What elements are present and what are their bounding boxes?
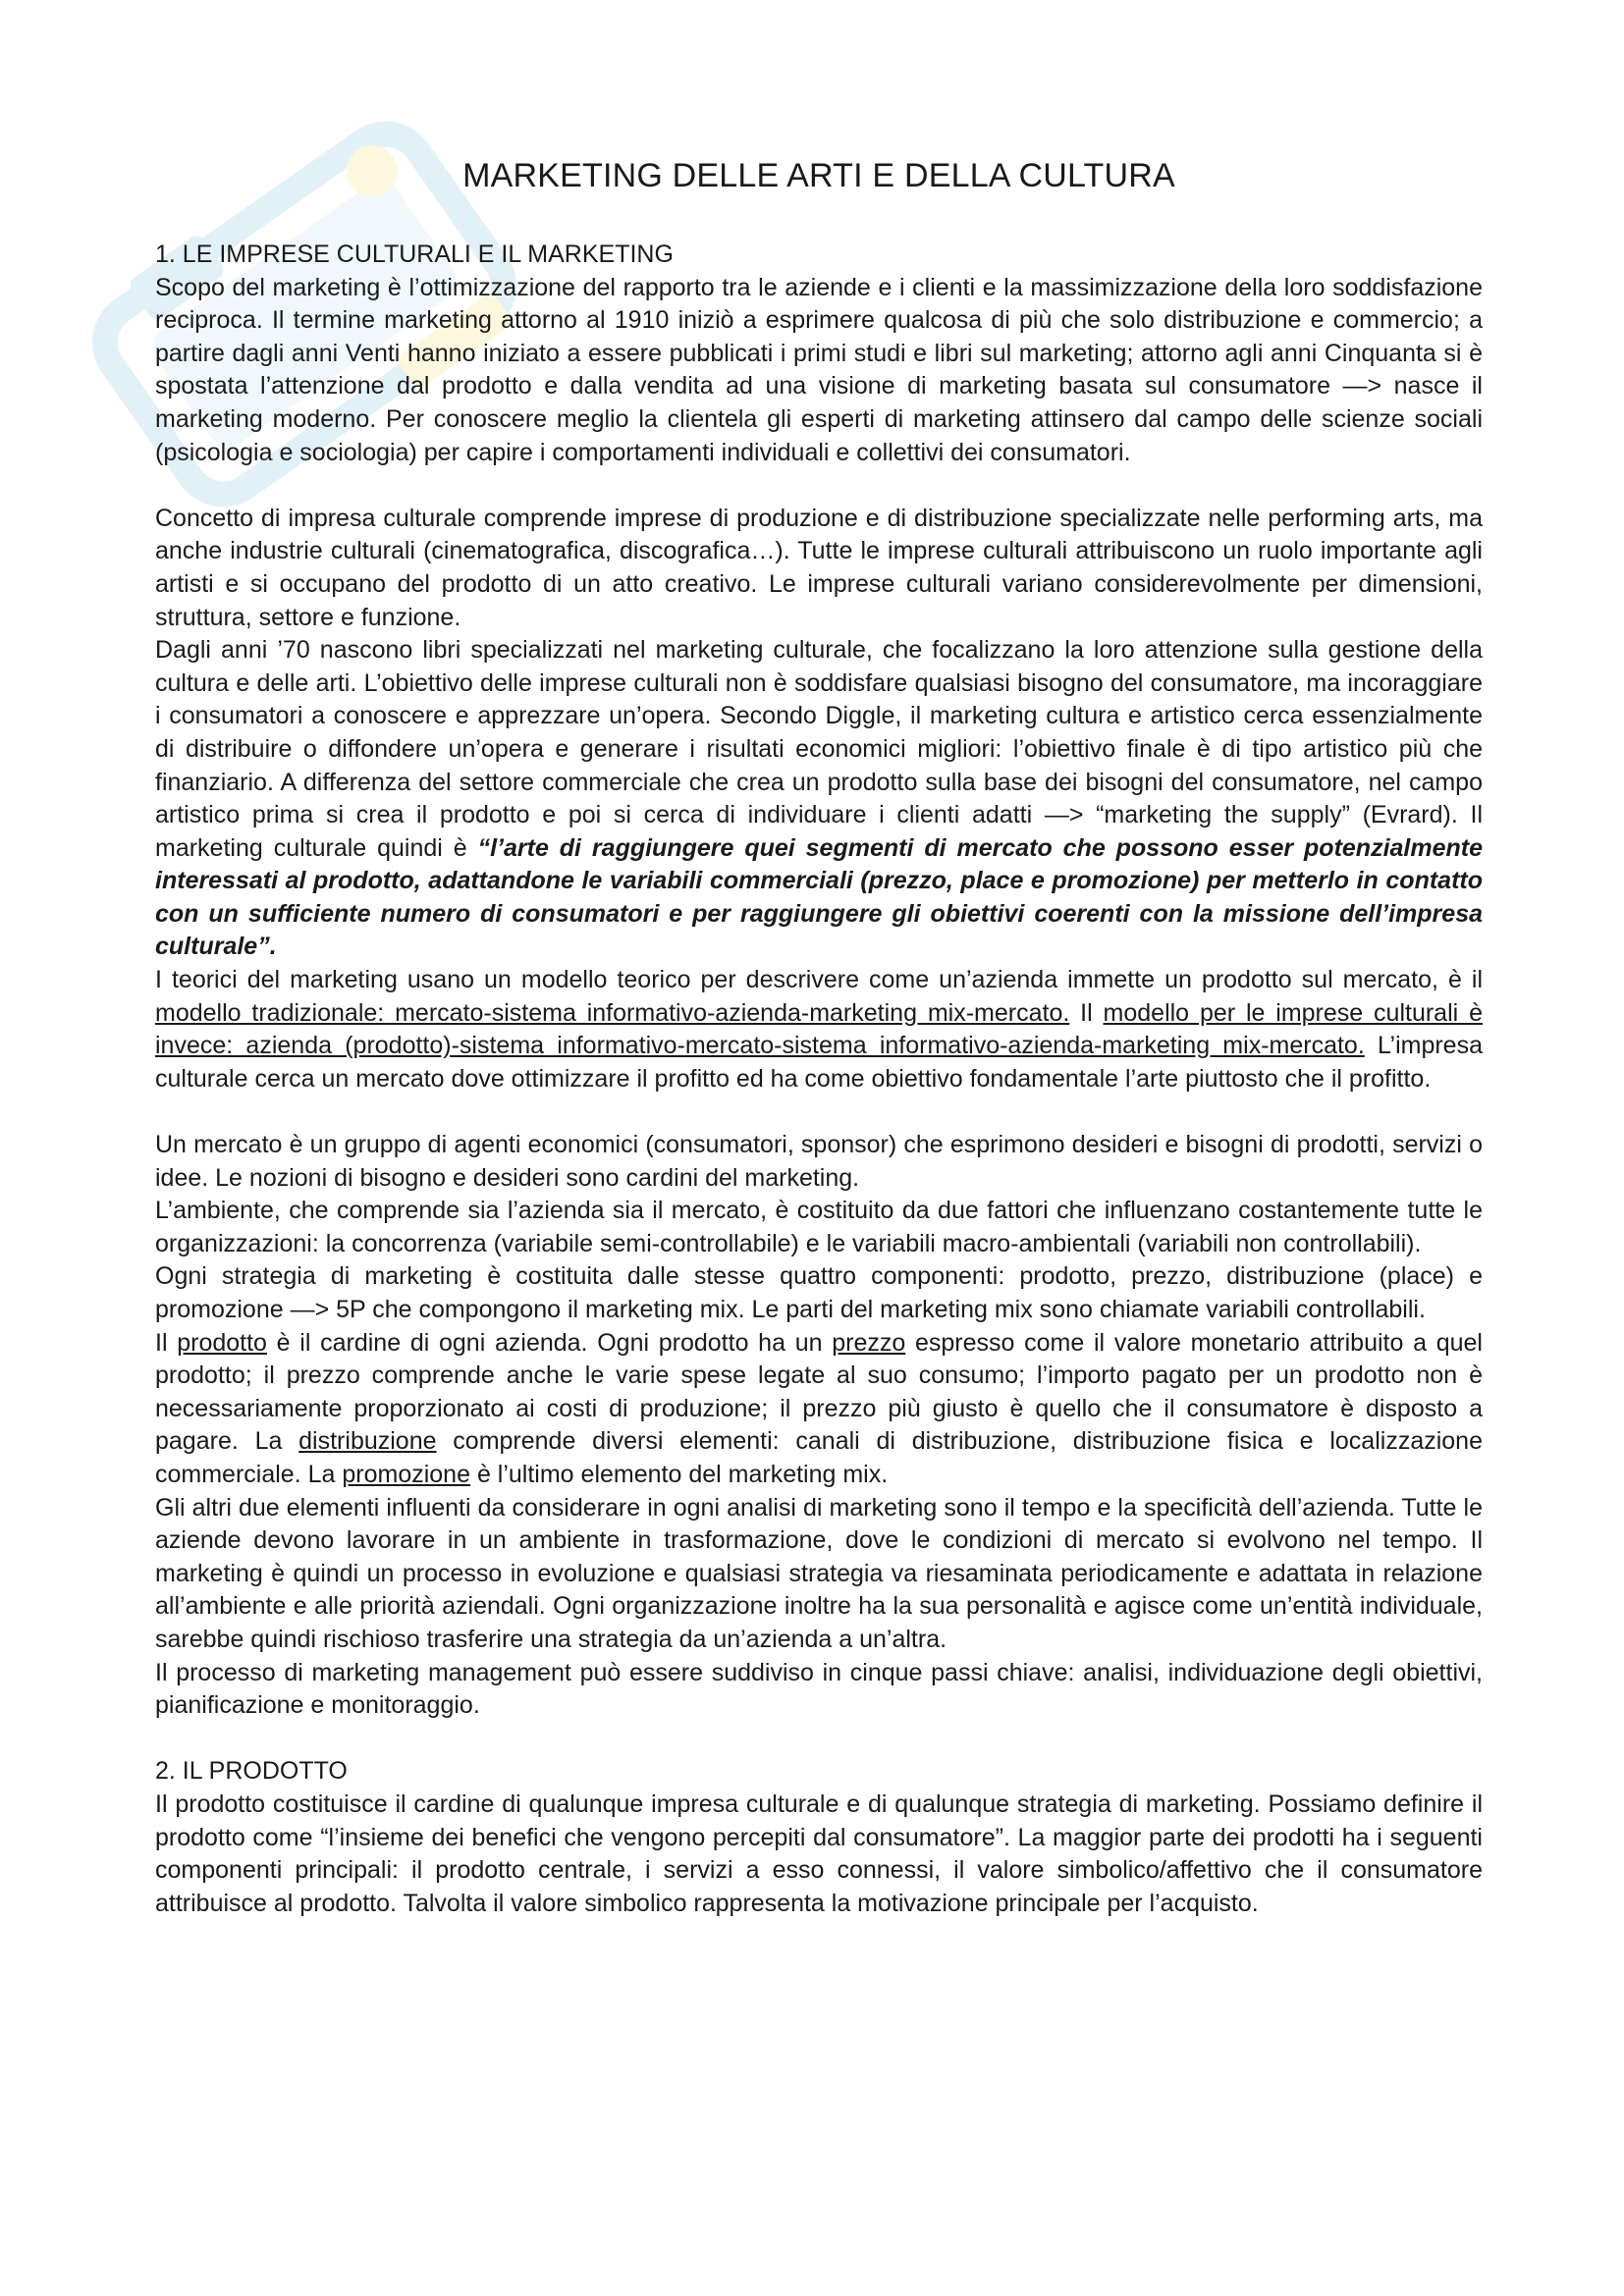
paragraph-8-part-d: comprende diversi elementi: canali di distribuzione, distribuzione fisica e localizzazione commerciale. La	[155, 1427, 1483, 1488]
section-2-heading: 2. IL PRODOTTO	[155, 1757, 348, 1786]
document-title: MARKETING DELLE ARTI E DELLA CULTURA	[462, 157, 1175, 194]
term-prezzo: prezzo	[832, 1328, 906, 1357]
section-1-paragraph-2: Concetto di impresa culturale comprende imprese di produzione e di distribuzione specializzate nelle performing arts, ma anche industrie culturali (cinematografica, discografica…). Tutte le imprese culturali attribuiscono un ruolo importante agli artisti e si occupano del prodotto di un atto creativo. Le imprese culturali variano considerevolmente per dimensioni, struttura, settore e funzione.	[155, 504, 1483, 631]
section-1-paragraph-3	[155, 634, 1483, 964]
paragraph-spacer	[155, 1723, 1483, 1756]
term-prodotto: prodotto	[177, 1328, 267, 1357]
paragraph-spacer	[155, 469, 1483, 503]
paragraph-8-part-c: espresso come il valore monetario attribuito a quel prodotto; il prezzo comprende anche le varie spese legate al suo consumo; l’importo pagato per un prodotto non è necessariamente proporzionato ai costi di produzione; il prezzo più giusto è quello che il consumatore è disposto a pagare. La	[155, 1328, 1483, 1456]
paragraph-8-part-a: Il	[155, 1328, 178, 1357]
section-2-paragraph-1: Il prodotto costituisce il cardine di qualunque impresa culturale e di qualunque strategia di marketing. Possiamo definire il prodotto come “l’insieme dei benefici che vengono percepiti dal consumatore”. La maggior parte dei prodotti ha i seguenti componenti principali: il prodotto centrale, i servizi a esso connessi, il valore simbolico/affettivo che il consumatore attribuisce al prodotto. Talvolta il valore simbolico rappresenta la motivazione principale per l’acquisto.	[155, 1789, 1483, 1917]
section-1-paragraph-5: Un mercato è un gruppo di agenti economici (consumatori, sponsor) che esprimono desideri e bisogni di prodotti, servizi o idee. Le nozioni di bisogno e desideri sono cardini del marketing.	[155, 1131, 1483, 1192]
section-1-paragraph-9: Gli altri due elementi influenti da considerare in ogni analisi di marketing sono il tempo e la specificità dell’azienda. Tutte le aziende devono lavorare in un ambiente in trasformazione, dove le condizioni di mercato si evolvono nel tempo. Il marketing è quindi un processo in evoluzione e qualsiasi strategia va riesaminata periodicamente e adattata in relazione all’ambiente e alle priorità aziendali. Ogni organizzazione inoltre ha la sua personalità e agisce come un’entità individuale, sarebbe quindi rischioso trasferire una strategia da un’azienda a un’altra.	[155, 1493, 1483, 1653]
section-1-heading: 1. LE IMPRESE CULTURALI E IL MARKETING	[155, 240, 674, 268]
paragraph-8-part-b: è il cardine di ogni azienda. Ogni prodotto ha un	[266, 1328, 833, 1357]
document-page	[155, 157, 1483, 1920]
paragraph-spacer	[155, 1095, 1483, 1129]
paragraph-8-part-e: è l’ultimo elemento del marketing mix.	[470, 1460, 889, 1488]
traditional-model-text: modello tradizionale: mercato-sistema informativo-azienda-marketing mix-mercato.	[155, 998, 1070, 1027]
term-distribuzione: distribuzione	[298, 1427, 437, 1456]
section-1-paragraph-7: Ogni strategia di marketing è costituita dalle stesse quattro componenti: prodotto, prezzo, distribuzione (place) e promozione —> 5P che compongono il marketing mix. Le parti del marketing mix sono chiamate variabili controllabili.	[155, 1262, 1483, 1323]
section-1-paragraph-4	[155, 964, 1483, 1095]
term-promozione: promozione	[342, 1460, 470, 1488]
paragraph-4-mid: Il	[1069, 998, 1104, 1027]
section-1-paragraph-8	[155, 1327, 1483, 1492]
section-1-paragraph-6: L’ambiente, che comprende sia l’azienda sia il mercato, è costituito da due fattori che influenzano costantemente tutte le organizzazioni: la concorrenza (variabile semi-controllabile) e le variabili macro-ambientali (variabili non controllabili).	[155, 1197, 1483, 1257]
section-1-paragraph-10: Il processo di marketing management può essere suddiviso in cinque passi chiave: analisi, individuazione degli obiettivi, pianificazione e monitoraggio.	[155, 1658, 1483, 1720]
paragraph-4-start: I teorici del marketing usano un modello teorico per descrivere come un’azienda immette un prodotto sul mercato, è il	[155, 966, 1483, 994]
paragraph-4-end: L’impresa culturale cerca un mercato dove ottimizzare il profitto ed ha come obiettivo fondamentale l’arte piuttosto che il profitto.	[155, 1032, 1483, 1093]
paragraph-3-text: Dagli anni ’70 nascono libri specializzati nel marketing culturale, che focalizzano la loro attenzione sulla gestione della cultura e delle arti. L’obiettivo delle imprese culturali non è soddisfare qualsiasi bisogno del consumatore, ma incoraggiare i consumatori a conoscere e apprezzare un’opera. Secondo Diggle, il marketing cultura e artistico cerca essenzialmente di distribuire o diffondere un’opera e generare i risultati economici migliori: l’obiettivo finale è di tipo artistico più che finanziario. A differenza del settore commerciale che crea un prodotto sulla base dei bisogni del consumatore, nel campo artistico prima si crea il prodotto e poi si cerca di individuare i clienti adatti —> “marketing the supply” (Evrard). Il marketing culturale quindi è	[155, 636, 1483, 862]
cultural-enterprise-model-text: modello per le imprese culturali è invece: azienda (prodotto)-sistema informativo-mercato-sistema informativo-azienda-marketing mix-mercato.	[155, 998, 1483, 1060]
cultural-marketing-definition-quote: “l’arte di raggiungere quei segmenti di mercato che possono esser potenzialmente interessati al prodotto, adattandone le variabili commerciali (prezzo, place e promozione) per metterlo in contatto con un sufficiente numero di consumatori e per raggiungere gli obiettivi coerenti con la missione dell’impresa culturale”.	[155, 833, 1484, 961]
section-1-paragraph-1: Scopo del marketing è l’ottimizzazione del rapporto tra le aziende e i clienti e la massimizzazione della loro soddisfazione reciproca. Il termine marketing attorno al 1910 iniziò a esprimere qualcosa di più che solo distribuzione e commercio; a partire dagli anni Venti hanno iniziato a essere pubblicati i primi studi e libri sul marketing; attorno agli anni Cinquanta si è spostata l’attenzione dal prodotto e dalla vendita ad una visione di marketing basata sul consumatore —> nasce il marketing moderno. Per conoscere meglio la clientela gli esperti di marketing attinsero dal campo delle scienze sociali (psicologia e sociologia) per capire i comportamenti individuali e collettivi dei consumatori.	[155, 273, 1483, 466]
